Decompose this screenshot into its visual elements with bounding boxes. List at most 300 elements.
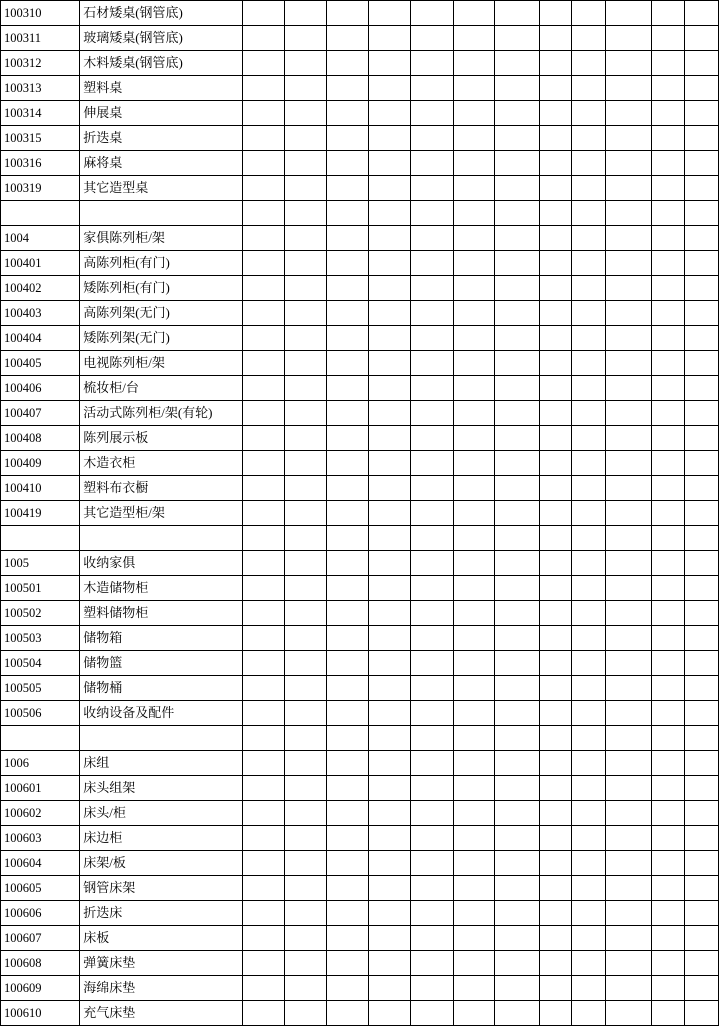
empty-cell bbox=[571, 576, 605, 601]
empty-cell bbox=[284, 76, 326, 101]
empty-cell bbox=[369, 951, 411, 976]
empty-cell bbox=[327, 926, 369, 951]
empty-cell bbox=[494, 126, 539, 151]
empty-cell bbox=[284, 901, 326, 926]
empty-cell bbox=[411, 376, 453, 401]
empty-cell bbox=[571, 951, 605, 976]
empty-cell bbox=[539, 501, 571, 526]
empty-cell bbox=[453, 551, 494, 576]
empty-cell bbox=[684, 576, 718, 601]
empty-cell bbox=[411, 201, 453, 226]
table-row bbox=[1, 951, 719, 976]
empty-cell bbox=[539, 926, 571, 951]
empty-cell bbox=[539, 701, 571, 726]
empty-cell bbox=[684, 451, 718, 476]
empty-cell bbox=[327, 126, 369, 151]
empty-cell bbox=[242, 551, 284, 576]
empty-cell bbox=[369, 801, 411, 826]
empty-cell bbox=[684, 126, 718, 151]
empty-cell bbox=[453, 776, 494, 801]
empty-cell bbox=[411, 551, 453, 576]
empty-cell bbox=[369, 151, 411, 176]
empty-cell bbox=[453, 626, 494, 651]
table-row bbox=[1, 351, 719, 376]
empty-cell bbox=[652, 876, 685, 901]
item-name-cell: 陈列展示板 bbox=[80, 426, 243, 451]
empty-cell bbox=[539, 176, 571, 201]
item-code-cell: 1006 bbox=[1, 751, 80, 776]
empty-cell bbox=[652, 351, 685, 376]
empty-cell bbox=[652, 201, 685, 226]
empty-cell bbox=[242, 201, 284, 226]
empty-cell bbox=[327, 951, 369, 976]
item-name-cell: 木造储物柜 bbox=[80, 576, 243, 601]
empty-cell bbox=[571, 901, 605, 926]
empty-cell bbox=[652, 501, 685, 526]
empty-cell bbox=[411, 26, 453, 51]
item-code-cell: 100504 bbox=[1, 651, 80, 676]
empty-cell bbox=[453, 476, 494, 501]
item-code-cell: 1004 bbox=[1, 226, 80, 251]
empty-cell bbox=[605, 376, 651, 401]
table-row bbox=[1, 476, 719, 501]
empty-cell bbox=[652, 976, 685, 1001]
empty-cell bbox=[284, 201, 326, 226]
empty-cell bbox=[494, 401, 539, 426]
empty-cell bbox=[327, 351, 369, 376]
item-name-cell: 床头/柜 bbox=[80, 801, 243, 826]
empty-cell bbox=[242, 626, 284, 651]
empty-cell bbox=[605, 951, 651, 976]
item-code-cell: 100607 bbox=[1, 926, 80, 951]
empty-cell bbox=[453, 126, 494, 151]
empty-cell bbox=[571, 201, 605, 226]
empty-cell bbox=[684, 301, 718, 326]
empty-cell bbox=[411, 476, 453, 501]
empty-cell bbox=[369, 526, 411, 551]
empty-cell bbox=[571, 1, 605, 26]
empty-cell bbox=[411, 701, 453, 726]
empty-cell bbox=[369, 251, 411, 276]
empty-cell bbox=[539, 226, 571, 251]
empty-cell bbox=[571, 176, 605, 201]
empty-cell bbox=[684, 776, 718, 801]
empty-cell bbox=[284, 751, 326, 776]
empty-cell bbox=[284, 801, 326, 826]
empty-cell bbox=[327, 901, 369, 926]
empty-cell bbox=[242, 876, 284, 901]
empty-cell bbox=[605, 126, 651, 151]
empty-cell bbox=[411, 851, 453, 876]
empty-cell bbox=[652, 826, 685, 851]
empty-cell bbox=[327, 451, 369, 476]
empty-cell bbox=[453, 651, 494, 676]
empty-cell bbox=[605, 576, 651, 601]
item-name-cell: 床组 bbox=[80, 751, 243, 776]
empty-cell bbox=[684, 426, 718, 451]
empty-cell bbox=[539, 776, 571, 801]
empty-cell bbox=[411, 151, 453, 176]
table-row bbox=[1, 26, 719, 51]
empty-cell bbox=[539, 876, 571, 901]
empty-cell bbox=[242, 76, 284, 101]
table-row bbox=[1, 401, 719, 426]
empty-cell bbox=[284, 51, 326, 76]
empty-cell bbox=[369, 651, 411, 676]
item-code-cell bbox=[1, 526, 80, 551]
empty-cell bbox=[327, 751, 369, 776]
empty-cell bbox=[539, 451, 571, 476]
empty-cell bbox=[453, 76, 494, 101]
empty-cell bbox=[327, 576, 369, 601]
empty-cell bbox=[453, 326, 494, 351]
empty-cell bbox=[327, 851, 369, 876]
empty-cell bbox=[571, 626, 605, 651]
empty-cell bbox=[242, 676, 284, 701]
table-row bbox=[1, 451, 719, 476]
empty-cell bbox=[284, 576, 326, 601]
item-code-cell: 100501 bbox=[1, 576, 80, 601]
empty-cell bbox=[684, 976, 718, 1001]
item-name-cell: 木造衣柜 bbox=[80, 451, 243, 476]
empty-cell bbox=[494, 226, 539, 251]
table-row bbox=[1, 776, 719, 801]
empty-cell bbox=[369, 551, 411, 576]
empty-cell bbox=[453, 676, 494, 701]
empty-cell bbox=[369, 976, 411, 1001]
empty-cell bbox=[369, 626, 411, 651]
empty-cell bbox=[242, 451, 284, 476]
empty-cell bbox=[369, 826, 411, 851]
empty-cell bbox=[453, 976, 494, 1001]
empty-cell bbox=[284, 651, 326, 676]
empty-cell bbox=[327, 776, 369, 801]
empty-cell bbox=[684, 626, 718, 651]
empty-cell bbox=[411, 951, 453, 976]
empty-cell bbox=[652, 51, 685, 76]
empty-cell bbox=[284, 526, 326, 551]
empty-cell bbox=[539, 901, 571, 926]
empty-cell bbox=[571, 976, 605, 1001]
empty-cell bbox=[605, 226, 651, 251]
empty-cell bbox=[539, 951, 571, 976]
empty-cell bbox=[652, 401, 685, 426]
item-name-cell: 床边柜 bbox=[80, 826, 243, 851]
empty-cell bbox=[605, 751, 651, 776]
empty-cell bbox=[327, 51, 369, 76]
empty-cell bbox=[411, 126, 453, 151]
empty-cell bbox=[571, 76, 605, 101]
empty-cell bbox=[242, 701, 284, 726]
empty-cell bbox=[242, 301, 284, 326]
item-name-cell bbox=[80, 726, 243, 751]
empty-cell bbox=[571, 126, 605, 151]
empty-cell bbox=[652, 426, 685, 451]
empty-cell bbox=[284, 351, 326, 376]
empty-cell bbox=[605, 701, 651, 726]
empty-cell bbox=[369, 426, 411, 451]
empty-cell bbox=[494, 101, 539, 126]
empty-cell bbox=[684, 101, 718, 126]
empty-cell bbox=[284, 226, 326, 251]
empty-cell bbox=[411, 401, 453, 426]
empty-cell bbox=[242, 751, 284, 776]
empty-cell bbox=[284, 701, 326, 726]
empty-cell bbox=[284, 101, 326, 126]
table-row bbox=[1, 126, 719, 151]
empty-cell bbox=[327, 301, 369, 326]
empty-cell bbox=[684, 76, 718, 101]
empty-cell bbox=[494, 626, 539, 651]
empty-cell bbox=[539, 376, 571, 401]
empty-cell bbox=[652, 676, 685, 701]
empty-cell bbox=[284, 26, 326, 51]
empty-cell bbox=[684, 801, 718, 826]
empty-cell bbox=[411, 251, 453, 276]
empty-cell bbox=[242, 101, 284, 126]
empty-cell bbox=[605, 526, 651, 551]
empty-cell bbox=[539, 251, 571, 276]
empty-cell bbox=[494, 376, 539, 401]
empty-cell bbox=[571, 376, 605, 401]
item-name-cell: 海绵床垫 bbox=[80, 976, 243, 1001]
empty-cell bbox=[453, 601, 494, 626]
empty-cell bbox=[571, 926, 605, 951]
table-row bbox=[1, 551, 719, 576]
empty-cell bbox=[652, 26, 685, 51]
item-name-cell: 伸展桌 bbox=[80, 101, 243, 126]
empty-cell bbox=[684, 601, 718, 626]
empty-cell bbox=[242, 176, 284, 201]
table-row bbox=[1, 101, 719, 126]
empty-cell bbox=[369, 501, 411, 526]
empty-cell bbox=[411, 51, 453, 76]
empty-cell bbox=[369, 376, 411, 401]
empty-cell bbox=[369, 226, 411, 251]
empty-cell bbox=[242, 926, 284, 951]
empty-cell bbox=[571, 426, 605, 451]
table-body bbox=[1, 1, 719, 1026]
empty-cell bbox=[284, 126, 326, 151]
item-code-cell: 100401 bbox=[1, 251, 80, 276]
empty-cell bbox=[284, 476, 326, 501]
item-code-cell: 100604 bbox=[1, 851, 80, 876]
table-row bbox=[1, 251, 719, 276]
empty-cell bbox=[327, 401, 369, 426]
table-row bbox=[1, 201, 719, 226]
empty-cell bbox=[684, 276, 718, 301]
empty-cell bbox=[539, 426, 571, 451]
table-row bbox=[1, 301, 719, 326]
empty-cell bbox=[684, 251, 718, 276]
item-name-cell: 电视陈列柜/架 bbox=[80, 351, 243, 376]
empty-cell bbox=[539, 826, 571, 851]
item-code-cell: 100605 bbox=[1, 876, 80, 901]
empty-cell bbox=[284, 976, 326, 1001]
empty-cell bbox=[411, 501, 453, 526]
empty-cell bbox=[411, 276, 453, 301]
empty-cell bbox=[453, 26, 494, 51]
empty-cell bbox=[242, 901, 284, 926]
table-row bbox=[1, 626, 719, 651]
empty-cell bbox=[242, 951, 284, 976]
empty-cell bbox=[242, 1001, 284, 1026]
empty-cell bbox=[284, 376, 326, 401]
empty-cell bbox=[684, 476, 718, 501]
empty-cell bbox=[369, 851, 411, 876]
empty-cell bbox=[242, 651, 284, 676]
empty-cell bbox=[539, 351, 571, 376]
empty-cell bbox=[411, 826, 453, 851]
empty-cell bbox=[494, 201, 539, 226]
empty-cell bbox=[284, 626, 326, 651]
table-row bbox=[1, 701, 719, 726]
empty-cell bbox=[652, 851, 685, 876]
empty-cell bbox=[494, 526, 539, 551]
item-name-cell: 储物篮 bbox=[80, 651, 243, 676]
empty-cell bbox=[327, 801, 369, 826]
empty-cell bbox=[684, 901, 718, 926]
empty-cell bbox=[453, 926, 494, 951]
empty-cell bbox=[652, 951, 685, 976]
empty-cell bbox=[494, 901, 539, 926]
item-code-cell: 100610 bbox=[1, 1001, 80, 1026]
empty-cell bbox=[453, 226, 494, 251]
table-row bbox=[1, 51, 719, 76]
empty-cell bbox=[453, 401, 494, 426]
empty-cell bbox=[494, 326, 539, 351]
empty-cell bbox=[684, 676, 718, 701]
table-row bbox=[1, 1001, 719, 1026]
empty-cell bbox=[242, 1, 284, 26]
empty-cell bbox=[652, 76, 685, 101]
empty-cell bbox=[453, 726, 494, 751]
empty-cell bbox=[494, 851, 539, 876]
item-name-cell bbox=[80, 526, 243, 551]
empty-cell bbox=[327, 676, 369, 701]
empty-cell bbox=[494, 451, 539, 476]
empty-cell bbox=[411, 176, 453, 201]
empty-cell bbox=[327, 826, 369, 851]
empty-cell bbox=[369, 1, 411, 26]
item-code-cell: 100404 bbox=[1, 326, 80, 351]
item-name-cell: 石材矮桌(钢管底) bbox=[80, 1, 243, 26]
empty-cell bbox=[494, 751, 539, 776]
empty-cell bbox=[684, 876, 718, 901]
empty-cell bbox=[571, 776, 605, 801]
empty-cell bbox=[605, 551, 651, 576]
empty-cell bbox=[369, 326, 411, 351]
empty-cell bbox=[605, 976, 651, 1001]
item-name-cell: 家俱陈列柜/架 bbox=[80, 226, 243, 251]
empty-cell bbox=[327, 1001, 369, 1026]
empty-cell bbox=[369, 876, 411, 901]
empty-cell bbox=[684, 926, 718, 951]
empty-cell bbox=[494, 951, 539, 976]
empty-cell bbox=[284, 326, 326, 351]
table-row bbox=[1, 76, 719, 101]
empty-cell bbox=[539, 726, 571, 751]
empty-cell bbox=[652, 651, 685, 676]
item-code-cell: 100608 bbox=[1, 951, 80, 976]
empty-cell bbox=[494, 476, 539, 501]
item-name-cell: 储物桶 bbox=[80, 676, 243, 701]
empty-cell bbox=[571, 226, 605, 251]
empty-cell bbox=[652, 376, 685, 401]
empty-cell bbox=[494, 251, 539, 276]
empty-cell bbox=[369, 601, 411, 626]
empty-cell bbox=[605, 601, 651, 626]
item-name-cell: 收纳家俱 bbox=[80, 551, 243, 576]
item-code-cell: 100405 bbox=[1, 351, 80, 376]
empty-cell bbox=[453, 801, 494, 826]
empty-cell bbox=[605, 51, 651, 76]
empty-cell bbox=[327, 651, 369, 676]
empty-cell bbox=[684, 1, 718, 26]
empty-cell bbox=[571, 101, 605, 126]
empty-cell bbox=[411, 651, 453, 676]
empty-cell bbox=[571, 1001, 605, 1026]
empty-cell bbox=[684, 851, 718, 876]
empty-cell bbox=[571, 801, 605, 826]
empty-cell bbox=[453, 101, 494, 126]
empty-cell bbox=[605, 201, 651, 226]
item-code-cell: 100403 bbox=[1, 301, 80, 326]
empty-cell bbox=[242, 26, 284, 51]
empty-cell bbox=[684, 26, 718, 51]
empty-cell bbox=[494, 601, 539, 626]
table-row bbox=[1, 576, 719, 601]
empty-cell bbox=[369, 1001, 411, 1026]
empty-cell bbox=[284, 501, 326, 526]
empty-cell bbox=[652, 701, 685, 726]
item-code-cell: 100502 bbox=[1, 601, 80, 626]
empty-cell bbox=[684, 176, 718, 201]
item-code-cell: 100311 bbox=[1, 26, 80, 51]
empty-cell bbox=[327, 426, 369, 451]
empty-cell bbox=[494, 26, 539, 51]
empty-cell bbox=[494, 501, 539, 526]
item-code-cell bbox=[1, 201, 80, 226]
table-row bbox=[1, 676, 719, 701]
item-name-cell: 其它造型柜/架 bbox=[80, 501, 243, 526]
empty-cell bbox=[539, 101, 571, 126]
empty-cell bbox=[571, 651, 605, 676]
empty-cell bbox=[284, 151, 326, 176]
item-name-cell: 折迭床 bbox=[80, 901, 243, 926]
item-code-cell: 100312 bbox=[1, 51, 80, 76]
empty-cell bbox=[684, 826, 718, 851]
empty-cell bbox=[411, 301, 453, 326]
empty-cell bbox=[494, 51, 539, 76]
empty-cell bbox=[242, 401, 284, 426]
empty-cell bbox=[605, 401, 651, 426]
empty-cell bbox=[327, 176, 369, 201]
empty-cell bbox=[284, 451, 326, 476]
empty-cell bbox=[411, 451, 453, 476]
empty-cell bbox=[652, 601, 685, 626]
empty-cell bbox=[652, 626, 685, 651]
empty-cell bbox=[327, 226, 369, 251]
table-row bbox=[1, 1, 719, 26]
table-row bbox=[1, 726, 719, 751]
table-row bbox=[1, 176, 719, 201]
empty-cell bbox=[369, 901, 411, 926]
empty-cell bbox=[652, 126, 685, 151]
empty-cell bbox=[327, 701, 369, 726]
empty-cell bbox=[652, 776, 685, 801]
empty-cell bbox=[652, 451, 685, 476]
